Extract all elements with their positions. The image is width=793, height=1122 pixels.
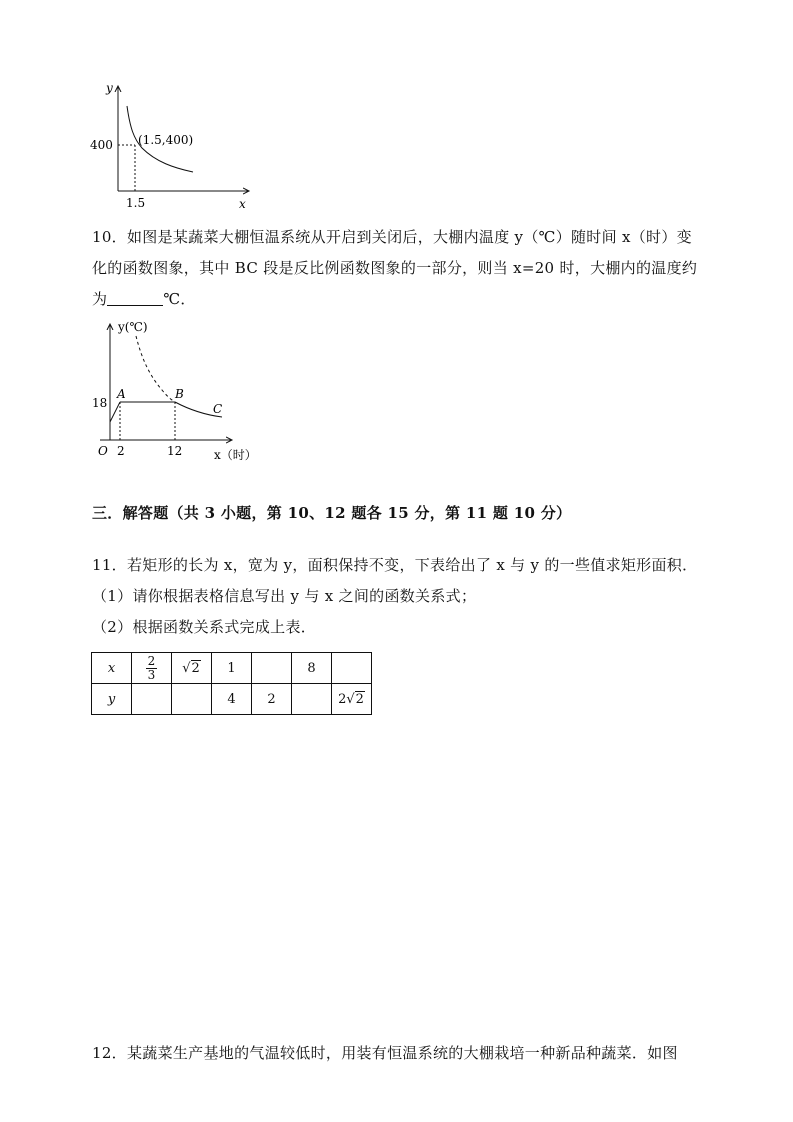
cell-x-6[interactable] [332, 653, 372, 684]
y-tick-label: 18 [92, 396, 108, 410]
square-root: √2 [182, 660, 200, 676]
q11-part-2: （2）根据函数关系式完成上表． [92, 618, 317, 636]
q10-line-3 [92, 284, 712, 315]
y-axis-label: y [106, 81, 113, 95]
rising-segment-oa [110, 402, 120, 422]
cell-y-6 [332, 684, 372, 715]
cell-y-1[interactable] [132, 684, 172, 715]
x-axis-label: x [239, 197, 246, 211]
header-y: y [92, 684, 132, 715]
question-12 [92, 1038, 712, 1069]
x-tick-label-12: 12 [167, 444, 183, 458]
q12-line-1: 12．某蔬菜生产基地的气温较低时，用装有恒温系统的大棚栽培一种新品种蔬菜．如图 [92, 1044, 678, 1062]
cell-x-4[interactable] [252, 653, 292, 684]
coefficient: 2 [338, 691, 347, 707]
square-root: √2 [346, 691, 364, 707]
dashed-hyperbola [136, 336, 175, 402]
q10-line-3-prefix: 为 [92, 290, 108, 308]
header-x: x [92, 653, 132, 684]
point-a-label: A [117, 387, 126, 401]
answer-blank[interactable] [107, 291, 163, 306]
graph-2 [90, 316, 280, 470]
point-c-label: C [213, 402, 223, 416]
cell-y-5[interactable] [292, 684, 332, 715]
cell-x-3: 1 [212, 653, 252, 684]
question-11 [92, 550, 712, 643]
fraction: $\frac{2}{3}$ [147, 653, 156, 682]
cell-x-5: 8 [292, 653, 332, 684]
x-tick-label-2: 2 [117, 444, 125, 458]
q11-line-1: 11．若矩形的长为 x，宽为 y，面积保持不变，下表给出了 x 与 y 的一些值求矩形面积． [92, 556, 698, 574]
cell-y-3: 4 [212, 684, 252, 715]
point-label: (1.5,400) [138, 133, 194, 147]
cell-y-4: 2 [252, 684, 292, 715]
section-3-heading: 三．解答题（共 3 小题，第 10、12 题各 15 分，第 11 题 10 分） [92, 504, 572, 522]
x-axis-label: x（时） [214, 448, 257, 462]
cell-x-2 [172, 653, 212, 684]
cell-x-1 [132, 653, 172, 684]
origin-label: O [98, 444, 108, 458]
y-axis-label: y(℃) [118, 320, 148, 334]
table-row-y [92, 684, 372, 715]
q10-line-1: 10．如图是某蔬菜大棚恒温系统从开启到关闭后，大棚内温度 y（℃）随时间 x（时）变 [92, 228, 692, 246]
x-tick-label: 1.5 [126, 196, 146, 210]
table-row-x [92, 653, 372, 684]
y-tick-label: 400 [90, 138, 113, 152]
value-table [91, 652, 372, 715]
q11-part-1: （1）请你根据表格信息写出 y 与 x 之间的函数关系式； [92, 587, 477, 605]
question-10 [92, 222, 712, 315]
point-b-label: B [175, 387, 184, 401]
cell-y-2[interactable] [172, 684, 212, 715]
q10-line-2: 化的函数图象，其中 BC 段是反比例函数图象的一部分，则当 x=20 时，大棚内的温度约 [92, 259, 698, 277]
q10-line-3-suffix: ℃． [163, 290, 196, 308]
graph-1 [86, 78, 256, 212]
